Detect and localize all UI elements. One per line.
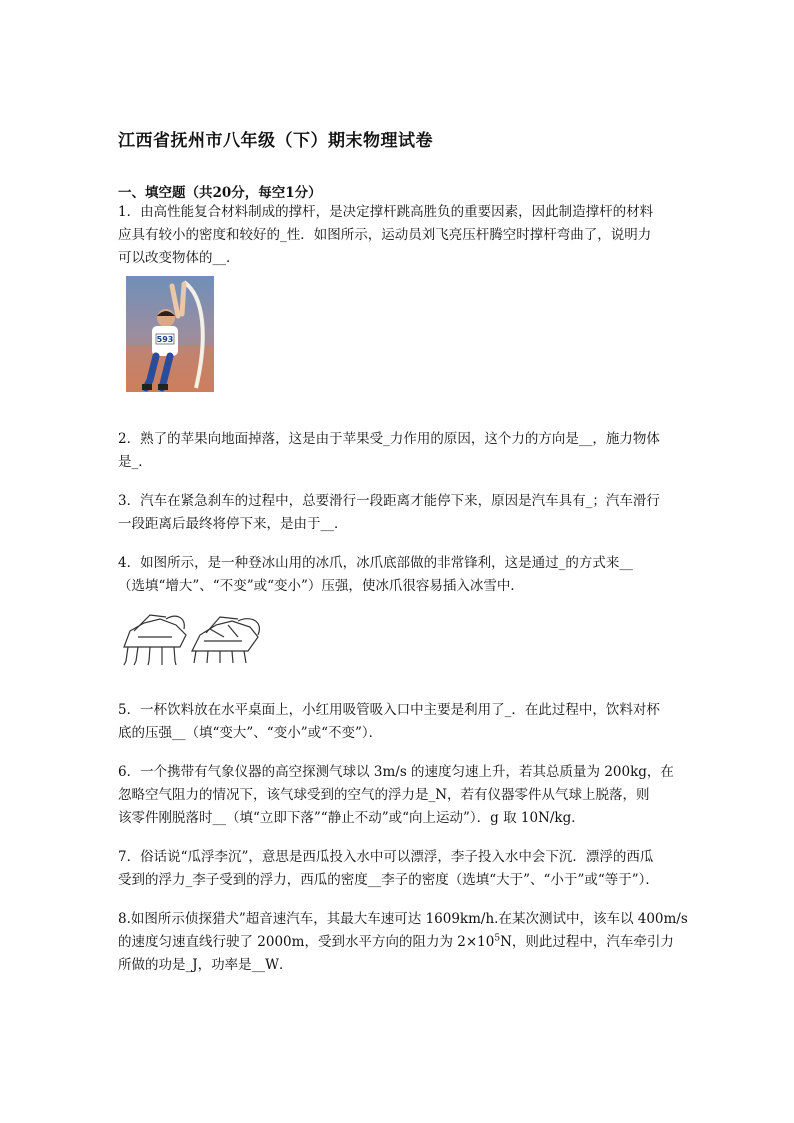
crampon-drawing: [120, 607, 266, 667]
bib-number: 593: [156, 335, 174, 344]
page-title: 江西省抚州市八年级（下）期末物理试卷: [118, 131, 433, 151]
question-7: [118, 846, 678, 892]
question-line: 底的压强__（填“变大”、“变小”或“不变”）．: [118, 725, 383, 741]
question-line: 该零件刚脱落时__（填“立即下落”“静止不动”或“向上运动”）．g 取 10N/kg．: [118, 810, 585, 826]
question-4: [118, 552, 678, 598]
question-line: 7．俗话说“瓜浮李沉”，意思是西瓜投入水中可以漂浮，李子投入水中会下沉．漂浮的西瓜: [118, 849, 654, 865]
question-line: 应具有较小的密度和较好的_性．如图所示，运动员刘飞亮压杆腾空时撑杆弯曲了，说明力: [118, 227, 652, 243]
question-3: [118, 490, 678, 536]
question-line: 受到的浮力_李子受到的浮力，西瓜的密度__李子的密度（选填“大于”、“小于”或“等于”）．: [118, 872, 659, 888]
question-5: [118, 699, 678, 745]
question-line: 忽略空气阻力的情况下，该气球受到的空气的浮力是_N，若有仪器零件从气球上脱落，则: [118, 787, 650, 803]
question-text: N，则此过程中，汽车牵引力: [500, 934, 674, 950]
question-line: [118, 931, 678, 954]
pole-vault-photo: [126, 276, 214, 392]
question-line: 4．如图所示，是一种登冰山用的冰爪，冰爪底部做的非常锋利，这是通过_的方式来__: [118, 555, 633, 571]
question-line: 是_．: [118, 454, 152, 470]
question-6: [118, 761, 678, 830]
question-line: 可以改变物体的__．: [118, 250, 240, 266]
question-line: 3．汽车在紧急刹车的过程中，总要滑行一段距离才能停下来，原因是汽车具有_；汽车滑行: [118, 493, 660, 509]
question-line: 8.如图所示侦探猎犬”超音速汽车，其最大车速可达 1609km/h.在某次测试中，该车以 400m/s: [118, 911, 688, 927]
question-line: 5．一杯饮料放在水平桌面上，小红用吸管吸入口中主要是利用了_．在此过程中，饮料对杯: [118, 702, 660, 718]
question-line: 6．一个携带有气象仪器的高空探测气球以 3m/s 的速度匀速上升，若其总质量为 200kg，在: [118, 764, 674, 780]
question-line: 所做的功是_J，功率是__W．: [118, 957, 293, 973]
question-line: 一段距离后最终将停下来，是由于__．: [118, 516, 348, 532]
question-line: 1．由高性能复合材料制成的撑杆，是决定撑杆跳高胜负的重要因素，因此制造撑杆的材料: [118, 204, 654, 220]
question-1: [118, 201, 678, 270]
question-2: [118, 428, 678, 474]
question-8: [118, 908, 688, 977]
question-line: 2．熟了的苹果向地面掉落，这是由于苹果受_力作用的原因，这个力的方向是__，施力物体: [118, 431, 660, 447]
section-heading: 一、填空题（共20分，每空1分）: [118, 185, 322, 201]
exponent: 5: [494, 933, 501, 944]
question-line: （选填“增大”、“不变”或“变小”）压强，使冰爪很容易插入冰雪中．: [118, 578, 524, 594]
question-text: 的速度匀速直线行驶了 2000m，受到水平方向的阻力为 2×10: [118, 934, 495, 950]
